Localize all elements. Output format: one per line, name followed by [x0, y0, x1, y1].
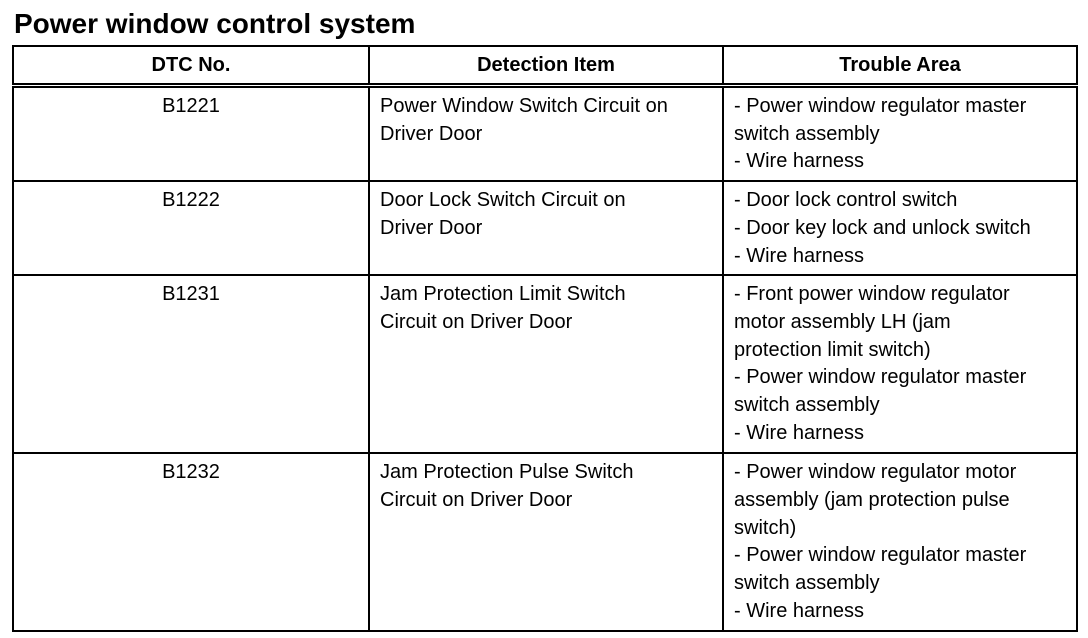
page-title: Power window control system: [14, 8, 416, 39]
trouble-area-line: - Door key lock and unlock switch: [734, 216, 1031, 239]
detection-item-cell: [369, 181, 723, 275]
detection-item-cell: [369, 453, 723, 631]
table-row: [13, 275, 1077, 453]
trouble-area-line: - Wire harness: [734, 244, 865, 267]
trouble-area-line: switch assembly: [734, 394, 880, 417]
dtc-code-cell: B1232: [13, 453, 369, 631]
detection-item-line: Power Window Switch Circuit on: [380, 95, 668, 117]
trouble-area-line: - Power window regulator master: [734, 544, 1027, 567]
trouble-area-line: switch assembly: [734, 122, 880, 145]
trouble-area-line: - Power window regulator master: [734, 366, 1027, 389]
trouble-area-line: - Door lock control switch: [734, 189, 958, 212]
trouble-area-line: - Power window regulator master: [734, 95, 1027, 117]
table-header-row: [13, 46, 1077, 86]
detection-item-line: Driver Door: [380, 122, 483, 145]
trouble-area-line: assembly (jam protection pulse: [734, 488, 1010, 511]
detection-item-line: Circuit on Driver Door: [380, 488, 573, 511]
detection-item-cell: [369, 275, 723, 453]
table-row: [13, 181, 1077, 275]
detection-item-line: Circuit on Driver Door: [380, 310, 573, 333]
dtc-code-cell: B1231: [13, 275, 369, 453]
trouble-area-cell: [723, 181, 1077, 275]
dtc-table: [12, 45, 1078, 632]
trouble-area-line: - Wire harness: [734, 421, 865, 444]
trouble-area-line: switch assembly: [734, 572, 880, 595]
table-row: [13, 86, 1077, 182]
dtc-code-cell: B1221: [13, 86, 369, 182]
detection-item-line: Jam Protection Pulse Switch: [380, 461, 634, 484]
detection-item-line: Jam Protection Limit Switch: [380, 283, 626, 306]
trouble-area-cell: [723, 453, 1077, 631]
detection-item-cell: [369, 86, 723, 182]
trouble-area-line: - Power window regulator motor: [734, 461, 1017, 484]
trouble-area-line: - Wire harness: [734, 599, 865, 622]
header-trouble-area: Trouble Area: [723, 46, 1077, 86]
header-detection-item: Detection Item: [369, 46, 723, 86]
trouble-area-line: protection limit switch): [734, 338, 931, 361]
trouble-area-line: - Front power window regulator: [734, 283, 1010, 306]
detection-item-line: Door Lock Switch Circuit on: [380, 189, 626, 212]
trouble-area-line: motor assembly LH (jam: [734, 310, 951, 333]
header-dtc-no: DTC No.: [13, 46, 369, 86]
trouble-area-cell: [723, 275, 1077, 453]
dtc-code-cell: B1222: [13, 181, 369, 275]
detection-item-line: Driver Door: [380, 216, 483, 239]
trouble-area-line: switch): [734, 516, 797, 539]
table-row: [13, 453, 1077, 631]
trouble-area-line: - Wire harness: [734, 150, 865, 173]
trouble-area-cell: [723, 86, 1077, 182]
